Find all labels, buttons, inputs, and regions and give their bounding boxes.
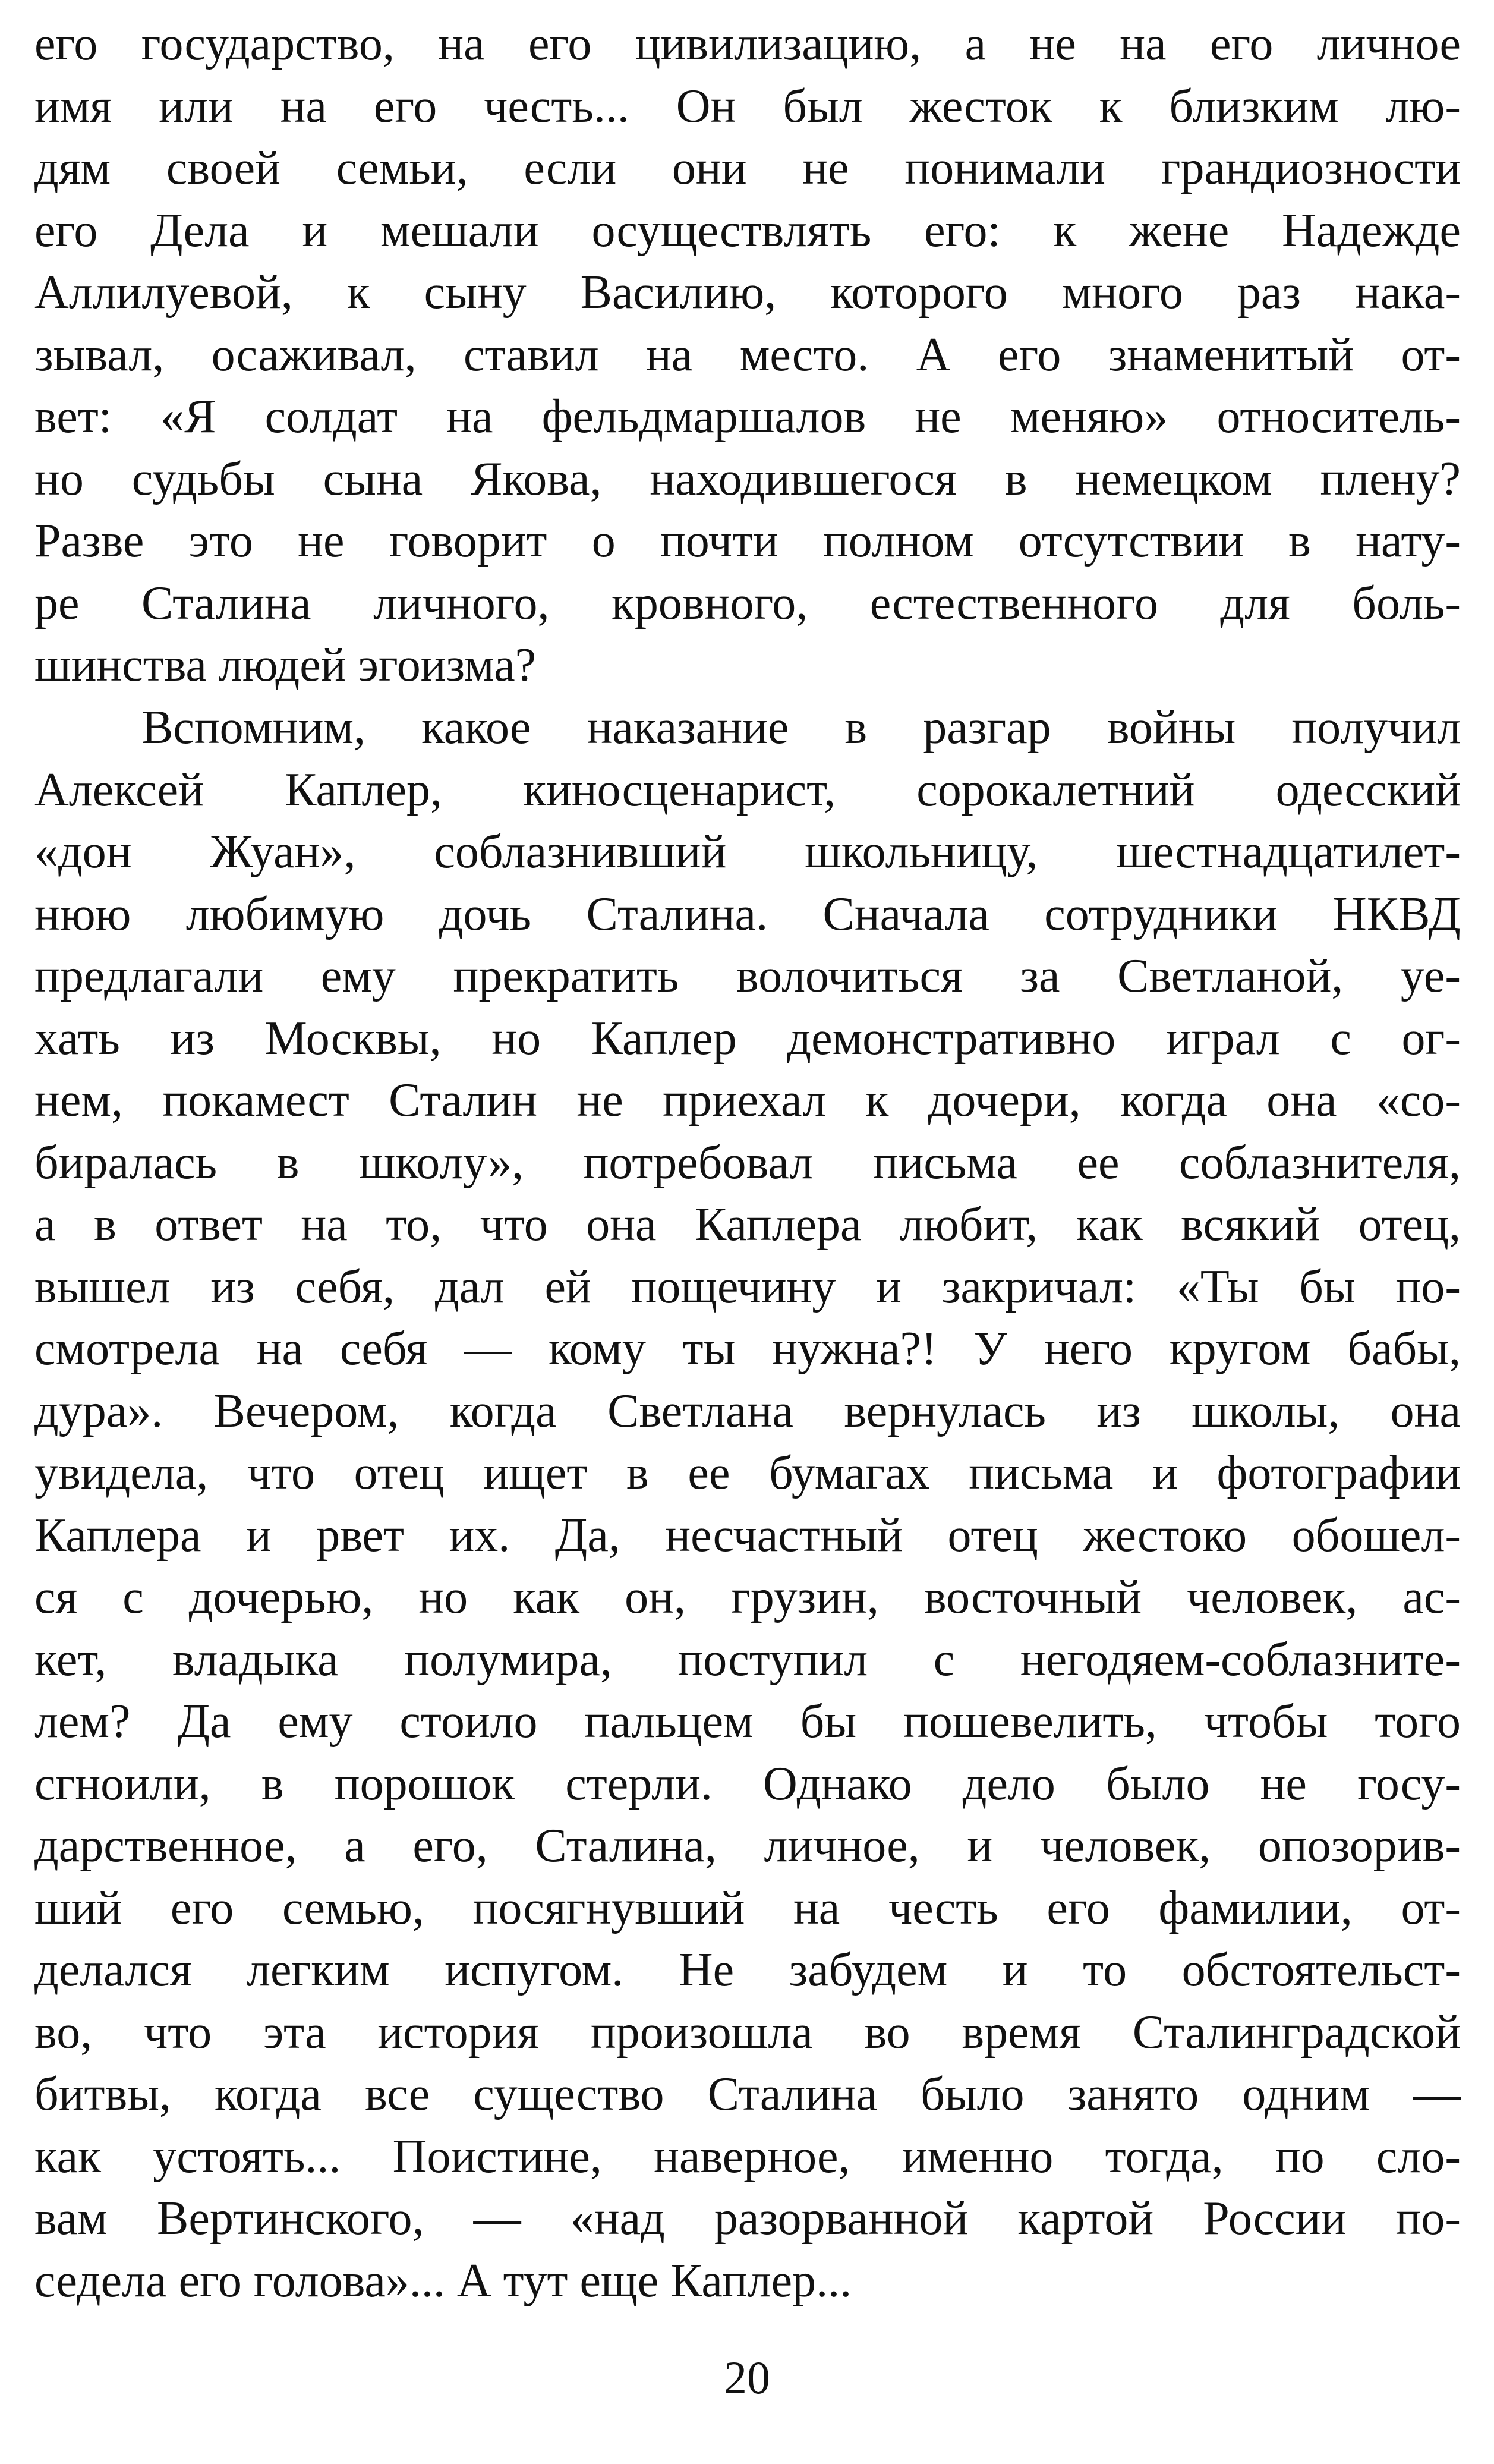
page-number: 20	[724, 2352, 770, 2403]
text-line: его Дела и мешали осуществлять его: к жене Надежде	[34, 204, 1461, 257]
text-line: его государство, на его цивилизацию, а не на его личное	[34, 18, 1461, 70]
text-line: Вспомним, какое наказание в разгар войны получил	[141, 701, 1461, 754]
text-line: смотрела на себя — кому ты нужна?! У него кругом бабы,	[34, 1323, 1461, 1375]
text-line: хать из Москвы, но Каплер демонстративно играл с ог-	[34, 1012, 1461, 1065]
text-line: Каплера и рвет их. Да, несчастный отец жестоко обошел-	[34, 1509, 1461, 1562]
text-line: седела его голова»... А тут еще Каплер...	[34, 2254, 852, 2307]
text-line: но судьбы сына Якова, находившегося в немецком плену?	[34, 452, 1461, 505]
text-line: имя или на его честь... Он был жесток к близким лю-	[34, 80, 1461, 133]
text-line: дура». Вечером, когда Светлана вернулась из школы, она	[34, 1384, 1461, 1437]
text-line: «дон Жуан», соблазнивший школьницу, шестнадцатилет-	[34, 826, 1461, 878]
text-line: шинства людей эгоизма?	[34, 639, 537, 691]
text-line: нем, покамест Сталин не приехал к дочери, когда она «со-	[34, 1074, 1461, 1126]
text-line: увидела, что отец ищет в ее бумагах письма и фотографии	[34, 1447, 1461, 1499]
text-line: делался легким испугом. Не забудем и то обстоятельст-	[34, 1944, 1461, 1996]
paragraph-2	[34, 697, 1461, 2312]
text-line: как устоять... Поистине, наверное, именно тогда, по сло-	[34, 2130, 1461, 2183]
text-line: Алексей Каплер, киносценарист, сорокалетний одесский	[34, 763, 1461, 816]
text-line: вет: «Я солдат на фельдмаршалов не меняю» относитель-	[34, 391, 1461, 443]
text-line: Разве это не говорит о почти полном отсутствии в нату-	[34, 515, 1461, 567]
text-line: нюю любимую дочь Сталина. Сначала сотрудники НКВД	[34, 888, 1461, 940]
text-line: ший его семью, посягнувший на честь его фамилии, от-	[34, 1881, 1461, 1934]
text-line: битвы, когда все существо Сталина было занято одним —	[34, 2068, 1461, 2120]
text-line: а в ответ на то, что она Каплера любит, как всякий отец,	[34, 1198, 1461, 1251]
text-line: ся с дочерью, но как он, грузин, восточный человек, ас-	[34, 1571, 1461, 1623]
text-line: дарственное, а его, Сталина, личное, и человек, опозорив-	[34, 1820, 1461, 1872]
text-line: зывал, осаживал, ставил на место. А его знаменитый от-	[34, 328, 1461, 381]
text-line: кет, владыка полумира, поступил с негодяем-соблазните-	[34, 1633, 1461, 1686]
text-line: Аллилуевой, к сыну Василию, которого много раз нака-	[34, 266, 1461, 319]
text-line: биралась в школу», потребовал письма ее соблазнителя,	[34, 1136, 1461, 1189]
text-line: лем? Да ему стоило пальцем бы пошевелить, чтобы того	[34, 1695, 1461, 1748]
text-line: ре Сталина личного, кровного, естественного для боль-	[34, 577, 1461, 630]
text-line: вышел из себя, дал ей пощечину и закричал: «Ты бы по-	[34, 1260, 1461, 1313]
text-line: сгноили, в порошок стерли. Однако дело было не госу-	[34, 1757, 1461, 1810]
paragraph-1	[34, 13, 1461, 697]
text-line: вам Вертинского, — «над разорванной картой России по-	[34, 2192, 1461, 2245]
text-line: предлагали ему прекратить волочиться за Светланой, уе-	[34, 950, 1461, 1002]
text-line: во, что эта история произошла во время Сталинградской	[34, 2006, 1461, 2059]
text-line: дям своей семьи, если они не понимали грандиозности	[34, 142, 1461, 194]
